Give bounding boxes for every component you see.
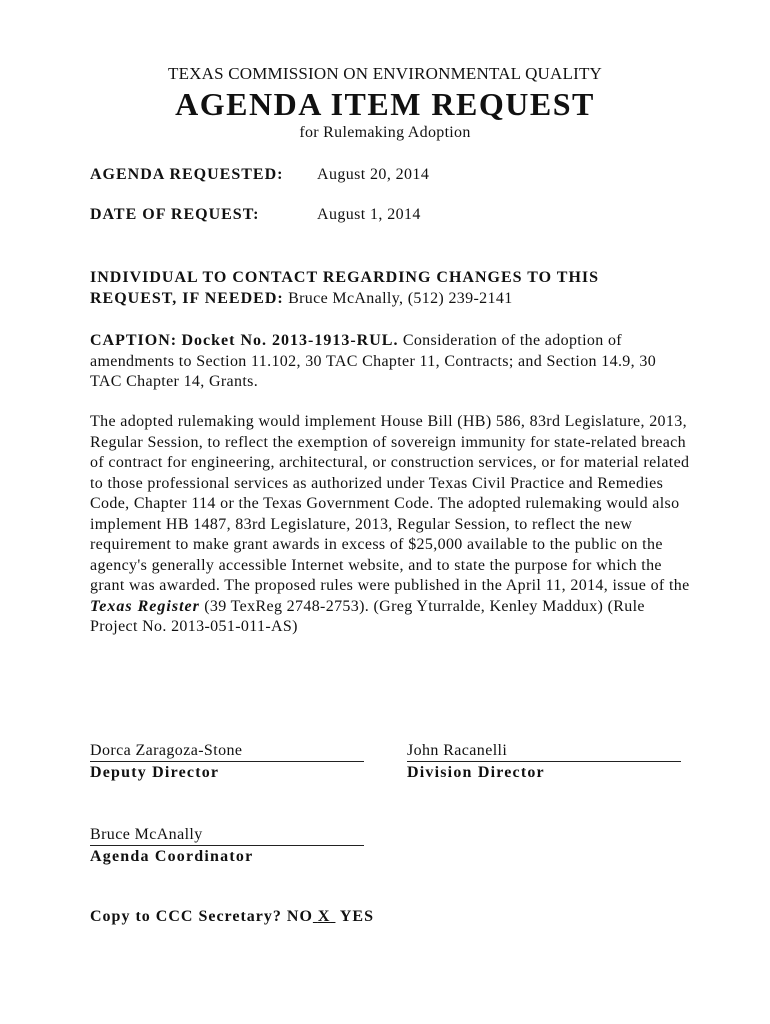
- agency-name: TEXAS COMMISSION ON ENVIRONMENTAL QUALITY: [167, 64, 603, 83]
- contact-value: Bruce McAnally, (512) 239-2141: [288, 289, 513, 307]
- document-title: AGENDA ITEM REQUEST: [175, 86, 595, 122]
- caption-label: CAPTION:: [90, 332, 178, 349]
- date-of-request-label: DATE OF REQUEST:: [90, 206, 260, 223]
- date-of-request-value: August 1, 2014: [317, 206, 421, 223]
- coordinator-name: Bruce McAnally: [90, 826, 364, 846]
- contact-label: INDIVIDUAL TO CONTACT REGARDING CHANGES TO THIS REQUEST, IF NEEDED:: [90, 269, 600, 307]
- agenda-requested-value: August 20, 2014: [317, 166, 430, 183]
- agenda-requested-label: AGENDA REQUESTED:: [90, 166, 284, 183]
- copy-mark: X: [317, 908, 331, 925]
- copy-to-secretary: [90, 908, 374, 926]
- deputy-name: Dorca Zaragoza-Stone: [90, 742, 364, 762]
- texas-register-title: Texas Register: [90, 597, 200, 615]
- agenda-requested-row: [90, 166, 429, 184]
- copy-label: Copy to CCC Secretary?: [90, 908, 282, 925]
- document-subtitle: for Rulemaking Adoption: [299, 124, 471, 141]
- copy-no: NO: [286, 908, 313, 925]
- coordinator-title: Agenda Coordinator: [90, 848, 254, 865]
- body-paragraph: [90, 412, 690, 638]
- division-signature-block: [407, 742, 681, 782]
- caption-text: Consideration of the adoption of amendments to Section 11.102, 30 TAC Chapter 11, Contracts; and Section 14.9, 30 TAC Chapter 14, Grants.: [90, 332, 657, 390]
- body-text-before: The adopted rulemaking would implement House Bill (HB) 586, 83rd Legislature, 2013, Regular Session, to reflect the exemption of sovereign immunity for state-related breach of contract for engineering, architectural, or construction services, or for material related to those professional services as authorized under Texas Civil Practice and Remedies Code, Chapter 114 or the Texas Government Code. The adopted rulemaking would also implement HB 1487, 83rd Legislature, 2013, Regular Session, to reflect the new requirement to make grant awards in excess of $25,000 available to the public on the agency's generally accessible Internet website, and to state the purpose for which the grant was awarded. The proposed rules were published in the April 11, 2014, issue of the: [90, 413, 690, 594]
- caption-paragraph: [90, 331, 690, 393]
- copy-yes: YES: [339, 908, 374, 925]
- body-text-after: (39 TexReg 2748-2753). (Greg Yturralde, Kenley Maddux) (Rule Project No. 2013-051-011-AS): [90, 597, 645, 635]
- date-of-request-row: [90, 206, 421, 224]
- caption-docket: Docket No. 2013-1913-RUL.: [181, 332, 399, 349]
- contact-paragraph: [90, 268, 690, 309]
- division-title: Division Director: [407, 764, 545, 781]
- deputy-title: Deputy Director: [90, 764, 220, 781]
- coordinator-signature-block: [90, 826, 364, 866]
- division-name: John Racanelli: [407, 742, 681, 762]
- deputy-signature-block: [90, 742, 364, 782]
